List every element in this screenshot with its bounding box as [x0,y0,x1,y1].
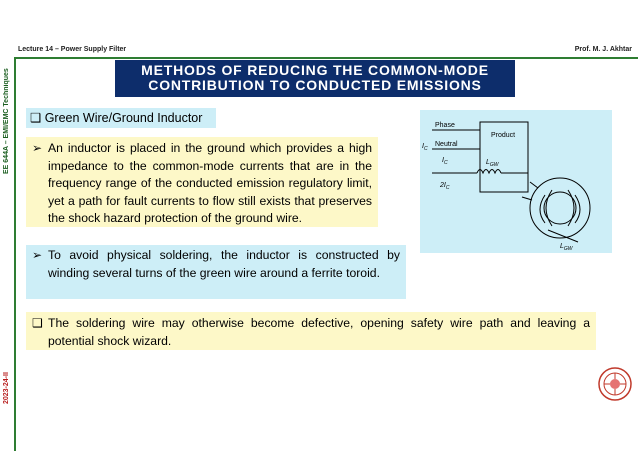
arrow-bullet-icon: ➢ [32,248,43,262]
header-divider [14,57,638,59]
title-line-2: CONTRIBUTION TO CONDUCTED EMISSIONS [148,77,482,93]
checkbox-bullet-icon: ❑ [32,316,43,330]
lecture-label: Lecture 14 – Power Supply Filter [18,46,127,53]
product-label: Product [491,132,516,139]
institute-logo [598,367,632,401]
point-1-text: An inductor is placed in the ground which provides a high impedance to the common-mode currents that are in the frequency range of the conducted emission regulatory limit, yet a path for fault currents to flow still exists that preserves the shock hazard protection of the ground wire. [48,141,372,225]
point-1 [26,137,378,227]
logo-seal-icon [598,367,632,401]
title-line-1: METHODS OF REDUCING THE COMMON-MODE [141,62,489,78]
toroid-windings [540,190,580,226]
neutral-label: Neutral [435,141,458,148]
section-label: Green Wire/Ground Inductor [44,111,203,125]
author-label: Prof. M. J. Akhtar [574,46,632,53]
ic-label-2: $I_C$ [442,157,448,166]
inductor-coil [477,170,501,174]
point-2-text: To avoid physical soldering, the inductor is constructed by winding several turns of the green wire around a ferrite toroid. [48,248,400,280]
lgw-label-1: $L_{GW}$ [486,159,499,168]
wire-lead-out [548,230,578,242]
checkbox-bullet-icon: ❑ [30,111,42,125]
phase-label: Phase [435,122,455,129]
2ic-label: $2I_C$ [440,182,450,191]
point-3 [26,312,596,350]
ground-inductor-diagram [420,110,612,253]
section-heading [26,108,216,128]
point-2 [26,245,406,299]
lgw-label-2: $L_{GW}$ [560,243,573,252]
slide-title [115,60,515,97]
toroid-outer [530,178,590,238]
diagram-svg [420,110,612,253]
side-course-label: EE 644A – EMI/EMC Techniques [3,68,10,174]
side-date-label: 2023-24-II [3,372,10,404]
point-3-text: The soldering wire may otherwise become defective, opening safety wire path and leaving a potential shock wizard. [48,316,590,348]
ic-label-1: $I_C$ [422,143,428,152]
arrow-bullet-icon: ➢ [32,141,43,155]
